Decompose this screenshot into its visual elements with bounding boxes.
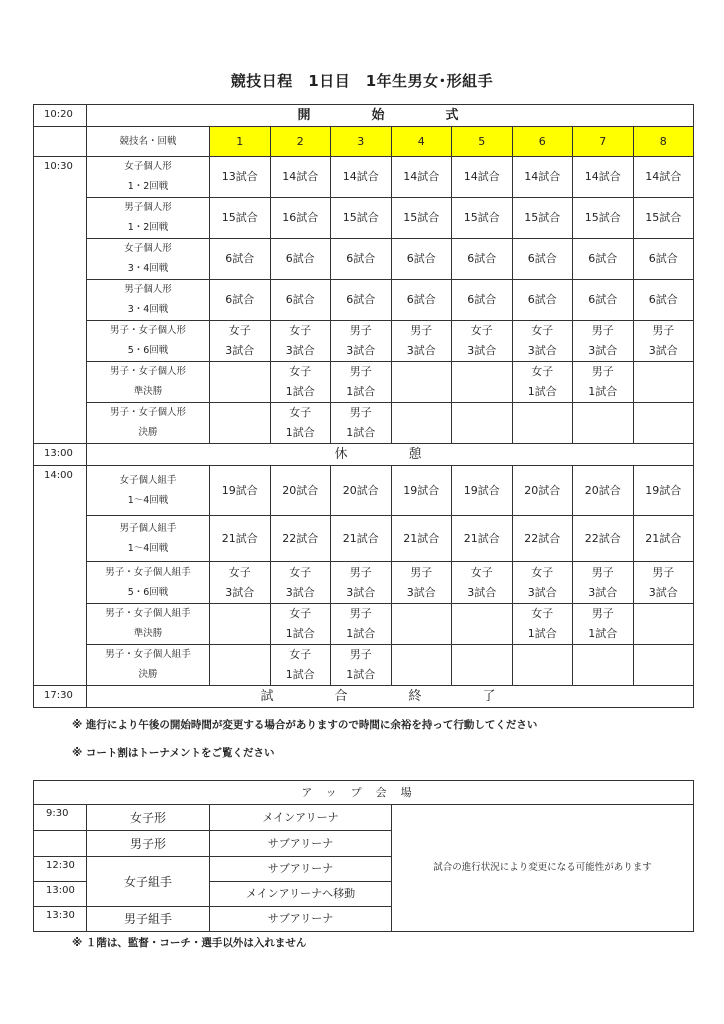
warmup-venue: サブアリーナ [210, 831, 392, 857]
break-time: 13:00 [34, 444, 87, 466]
time-cell: 14:00 [34, 466, 87, 686]
match-count: 1試合 [346, 426, 376, 439]
match-count-cell [573, 562, 634, 604]
match-gender: 女子 [289, 365, 312, 378]
match-count-cell: 6試合 [512, 239, 573, 280]
match-count-cell: 15試合 [210, 198, 271, 239]
match-count: 1試合 [285, 668, 315, 681]
event-round: 決勝 [138, 427, 158, 438]
event-row [34, 645, 694, 686]
match-count-cell: 16試合 [270, 198, 331, 239]
break-row [34, 444, 694, 466]
match-count-cell: 6試合 [331, 280, 392, 321]
match-count-cell [210, 645, 271, 686]
match-count-cell: 14試合 [573, 157, 634, 198]
court-header: 1 [210, 127, 271, 157]
match-count-cell: 14試合 [331, 157, 392, 198]
match-count-cell [452, 321, 513, 362]
match-count-cell [210, 403, 271, 444]
event-name-cell [87, 157, 210, 198]
match-count-cell [512, 321, 573, 362]
match-count: 1試合 [285, 426, 315, 439]
warmup-time: 9:30 [34, 805, 87, 831]
match-gender: 女子 [531, 324, 554, 337]
event-row [34, 403, 694, 444]
match-gender: 男子 [591, 565, 614, 579]
match-gender: 女子 [289, 565, 312, 579]
event-name-cell [87, 466, 210, 516]
match-count-cell [452, 362, 513, 403]
match-count-cell [633, 362, 694, 403]
end-row [34, 686, 694, 708]
match-gender: 女子 [470, 324, 493, 337]
court-header-row [34, 127, 694, 157]
match-gender: 女子 [289, 607, 312, 620]
match-count-cell: 22試合 [270, 516, 331, 562]
match-count-cell [331, 362, 392, 403]
warmup-row [34, 805, 694, 831]
match-gender: 男子 [349, 324, 372, 337]
event-row [34, 362, 694, 403]
match-count-cell: 15試合 [573, 198, 634, 239]
event-name: 男子・女子個人組手 [105, 649, 191, 660]
event-row [34, 562, 694, 604]
event-name: 男子・女子個人形 [109, 325, 186, 336]
match-count-cell [391, 645, 452, 686]
match-count-cell [391, 604, 452, 645]
match-gender: 男子 [349, 406, 372, 419]
match-count-cell [270, 562, 331, 604]
match-count-cell [573, 321, 634, 362]
event-name-cell [87, 562, 210, 604]
match-gender: 男子 [410, 324, 433, 337]
match-count: 1試合 [285, 385, 315, 398]
match-count-cell [391, 362, 452, 403]
event-name-cell [87, 280, 210, 321]
court-header: 5 [452, 127, 513, 157]
warmup-event: 女子形 [87, 805, 210, 831]
event-row [34, 321, 694, 362]
warmup-event: 女子組手 [87, 857, 210, 907]
match-count-cell: 15試合 [452, 198, 513, 239]
match-count-cell: 6試合 [633, 239, 694, 280]
match-count-cell: 21試合 [331, 516, 392, 562]
match-count: 1試合 [588, 385, 618, 398]
match-gender: 男子 [591, 365, 614, 378]
match-count: 1試合 [285, 627, 315, 640]
warmup-title-row [34, 781, 694, 805]
opening-time: 10:20 [34, 105, 87, 127]
match-count-cell [270, 403, 331, 444]
event-name-cell [87, 403, 210, 444]
break-label: 休 憩 [87, 444, 694, 466]
warmup-venue: メインアリーナへ移動 [210, 882, 392, 907]
event-name: 女子個人形 [124, 243, 172, 254]
event-round: 1・2回戦 [127, 222, 169, 233]
event-row [34, 157, 694, 198]
event-row [34, 198, 694, 239]
match-count-cell: 22試合 [512, 516, 573, 562]
match-count-cell [633, 403, 694, 444]
warmup-event: 男子組手 [87, 907, 210, 932]
match-count-cell [331, 403, 392, 444]
match-count-cell: 20試合 [270, 466, 331, 516]
match-count-cell: 6試合 [573, 280, 634, 321]
schedule-table [33, 104, 694, 708]
match-count: 3試合 [648, 585, 678, 599]
match-count-cell: 19試合 [210, 466, 271, 516]
match-count-cell [331, 321, 392, 362]
match-count-cell [452, 562, 513, 604]
match-count-cell [633, 645, 694, 686]
event-round: 1～4回戦 [127, 494, 169, 506]
match-count-cell: 19試合 [633, 466, 694, 516]
match-count-cell [633, 562, 694, 604]
match-count-cell: 21試合 [633, 516, 694, 562]
court-header: 2 [270, 127, 331, 157]
court-header: 6 [512, 127, 573, 157]
match-count: 3試合 [346, 344, 376, 357]
match-count-cell: 6試合 [210, 280, 271, 321]
warmup-time [34, 831, 87, 857]
match-count-cell [573, 362, 634, 403]
match-count-cell [391, 321, 452, 362]
event-name: 男子個人形 [124, 202, 172, 213]
warmup-venue: サブアリーナ [210, 857, 392, 882]
match-count: 3試合 [406, 344, 436, 357]
note-court: ※ コート割はトーナメントをご覧ください [72, 747, 275, 759]
match-count: 3試合 [406, 585, 436, 599]
event-name: 男子・女子個人組手 [105, 566, 191, 578]
warmup-venue: サブアリーナ [210, 907, 392, 932]
match-count-cell: 14試合 [633, 157, 694, 198]
header-label: 競技名・回戦 [87, 127, 210, 157]
match-gender: 男子 [349, 648, 372, 661]
match-count-cell: 14試合 [270, 157, 331, 198]
match-count: 3試合 [467, 344, 497, 357]
match-count-cell [270, 321, 331, 362]
match-count: 3試合 [225, 344, 255, 357]
match-count-cell: 20試合 [512, 466, 573, 516]
match-count-cell [391, 403, 452, 444]
match-count-cell [270, 645, 331, 686]
match-count-cell [270, 604, 331, 645]
match-count-cell: 13試合 [210, 157, 271, 198]
court-header: 8 [633, 127, 694, 157]
match-count-cell: 15試合 [633, 198, 694, 239]
match-count: 1試合 [346, 385, 376, 398]
event-name: 女子個人形 [124, 161, 172, 172]
match-gender: 女子 [289, 648, 312, 661]
event-row [34, 280, 694, 321]
match-count-cell: 15試合 [512, 198, 573, 239]
end-time: 17:30 [34, 686, 87, 708]
match-count: 1試合 [527, 627, 557, 640]
match-count-cell: 6試合 [391, 280, 452, 321]
match-count-cell: 6試合 [331, 239, 392, 280]
match-gender: 男子 [652, 324, 675, 337]
match-count-cell [512, 562, 573, 604]
event-round: 3・4回戦 [127, 263, 169, 274]
warmup-venue: メインアリーナ [210, 805, 392, 831]
match-count-cell: 19試合 [391, 466, 452, 516]
match-gender: 男子 [410, 565, 433, 579]
match-count: 1試合 [527, 385, 557, 398]
match-count: 3試合 [588, 585, 618, 599]
opening-row [34, 105, 694, 127]
match-count-cell [331, 562, 392, 604]
warmup-note: 試合の進行状況により変更になる可能性があります [392, 805, 694, 932]
match-count-cell: 19試合 [452, 466, 513, 516]
match-count-cell: 14試合 [452, 157, 513, 198]
match-count: 1試合 [588, 627, 618, 640]
match-count-cell: 20試合 [573, 466, 634, 516]
warmup-time: 13:30 [34, 907, 87, 932]
event-round: 3・4回戦 [127, 304, 169, 315]
event-name-cell [87, 239, 210, 280]
match-count: 3試合 [285, 344, 315, 357]
match-count: 3試合 [285, 585, 315, 599]
note-time-change: ※ 進行により午後の開始時間が変更する場合がありますので時間に余裕を持って行動してください [72, 719, 538, 731]
match-count-cell: 6試合 [512, 280, 573, 321]
match-count-cell [633, 604, 694, 645]
time-blank [34, 127, 87, 157]
match-count: 1試合 [346, 668, 376, 681]
court-header: 7 [573, 127, 634, 157]
match-count-cell: 21試合 [210, 516, 271, 562]
match-count-cell [331, 645, 392, 686]
event-round: 5・6回戦 [127, 345, 169, 356]
match-gender: 女子 [228, 565, 251, 579]
warmup-time: 13:00 [34, 882, 87, 907]
match-count-cell [452, 604, 513, 645]
event-name-cell [87, 604, 210, 645]
warmup-event: 男子形 [87, 831, 210, 857]
event-name: 女子個人組手 [119, 474, 177, 486]
match-count-cell [512, 645, 573, 686]
time-cell: 10:30 [34, 157, 87, 444]
match-gender: 男子 [591, 607, 614, 620]
match-count-cell: 15試合 [391, 198, 452, 239]
event-round: 5・6回戦 [127, 586, 169, 598]
match-gender: 女子 [289, 324, 312, 337]
match-gender: 男子 [349, 565, 372, 579]
match-count-cell: 14試合 [391, 157, 452, 198]
event-round: 準決勝 [133, 386, 163, 397]
match-count-cell [573, 403, 634, 444]
event-name: 男子・女子個人形 [109, 407, 186, 418]
court-header: 4 [391, 127, 452, 157]
match-count-cell [512, 403, 573, 444]
footer-note: ※ １階は、監督・コーチ・選手以外は入れません [72, 937, 307, 949]
match-count-cell [391, 562, 452, 604]
match-count-cell [573, 604, 634, 645]
match-count-cell [210, 562, 271, 604]
match-count-cell: 21試合 [452, 516, 513, 562]
match-count: 3試合 [467, 585, 497, 599]
match-gender: 男子 [349, 607, 372, 620]
match-count-cell: 6試合 [452, 239, 513, 280]
match-count: 3試合 [527, 344, 557, 357]
event-round: 1・2回戦 [127, 181, 169, 192]
court-header: 3 [331, 127, 392, 157]
match-count-cell: 22試合 [573, 516, 634, 562]
event-name-cell [87, 198, 210, 239]
match-gender: 女子 [228, 324, 251, 337]
event-round: 準決勝 [133, 628, 163, 639]
match-count-cell: 6試合 [210, 239, 271, 280]
match-count-cell: 15試合 [331, 198, 392, 239]
event-name: 男子・女子個人形 [109, 366, 186, 377]
opening-ceremony: 開 始 式 [87, 105, 694, 127]
match-count: 3試合 [648, 344, 678, 357]
match-count-cell [331, 604, 392, 645]
match-count-cell: 6試合 [270, 280, 331, 321]
end-label: 試 合 終 了 [87, 686, 694, 708]
match-count-cell [633, 321, 694, 362]
match-count: 3試合 [346, 585, 376, 599]
match-count-cell: 6試合 [452, 280, 513, 321]
match-gender: 女子 [470, 565, 493, 579]
match-gender: 男子 [652, 565, 675, 579]
match-gender: 男子 [591, 324, 614, 337]
event-row [34, 239, 694, 280]
page-title: 競技日程 1日目 1年生男女･形組手 [230, 72, 494, 90]
match-count-cell: 21試合 [391, 516, 452, 562]
match-count: 3試合 [225, 585, 255, 599]
warmup-title: アップ会場 [34, 781, 694, 805]
event-name: 男子・女子個人組手 [105, 608, 191, 619]
warmup-time: 12:30 [34, 857, 87, 882]
event-name: 男子個人形 [124, 284, 172, 295]
event-round: 決勝 [138, 669, 158, 680]
match-count-cell [512, 362, 573, 403]
warmup-table [33, 780, 694, 932]
event-name-cell [87, 362, 210, 403]
match-gender: 女子 [531, 607, 554, 620]
match-count-cell: 6試合 [391, 239, 452, 280]
match-count-cell: 6試合 [633, 280, 694, 321]
event-row [34, 516, 694, 562]
match-gender: 女子 [289, 406, 312, 419]
match-count-cell [270, 362, 331, 403]
match-count-cell [573, 645, 634, 686]
event-name-cell [87, 645, 210, 686]
match-gender: 女子 [531, 365, 554, 378]
match-count-cell: 14試合 [512, 157, 573, 198]
match-count-cell [210, 321, 271, 362]
match-count-cell: 6試合 [573, 239, 634, 280]
match-count-cell [210, 604, 271, 645]
event-round: 1～4回戦 [127, 542, 169, 554]
match-count-cell [512, 604, 573, 645]
event-name-cell [87, 321, 210, 362]
match-count-cell [452, 403, 513, 444]
match-gender: 女子 [531, 565, 554, 579]
event-name-cell [87, 516, 210, 562]
match-count: 1試合 [346, 627, 376, 640]
event-name: 男子個人組手 [119, 522, 177, 534]
match-count: 3試合 [527, 585, 557, 599]
event-row [34, 466, 694, 516]
match-gender: 男子 [349, 365, 372, 378]
match-count-cell [452, 645, 513, 686]
event-row [34, 604, 694, 645]
match-count-cell: 6試合 [270, 239, 331, 280]
match-count-cell: 20試合 [331, 466, 392, 516]
match-count-cell [210, 362, 271, 403]
match-count: 3試合 [588, 344, 618, 357]
